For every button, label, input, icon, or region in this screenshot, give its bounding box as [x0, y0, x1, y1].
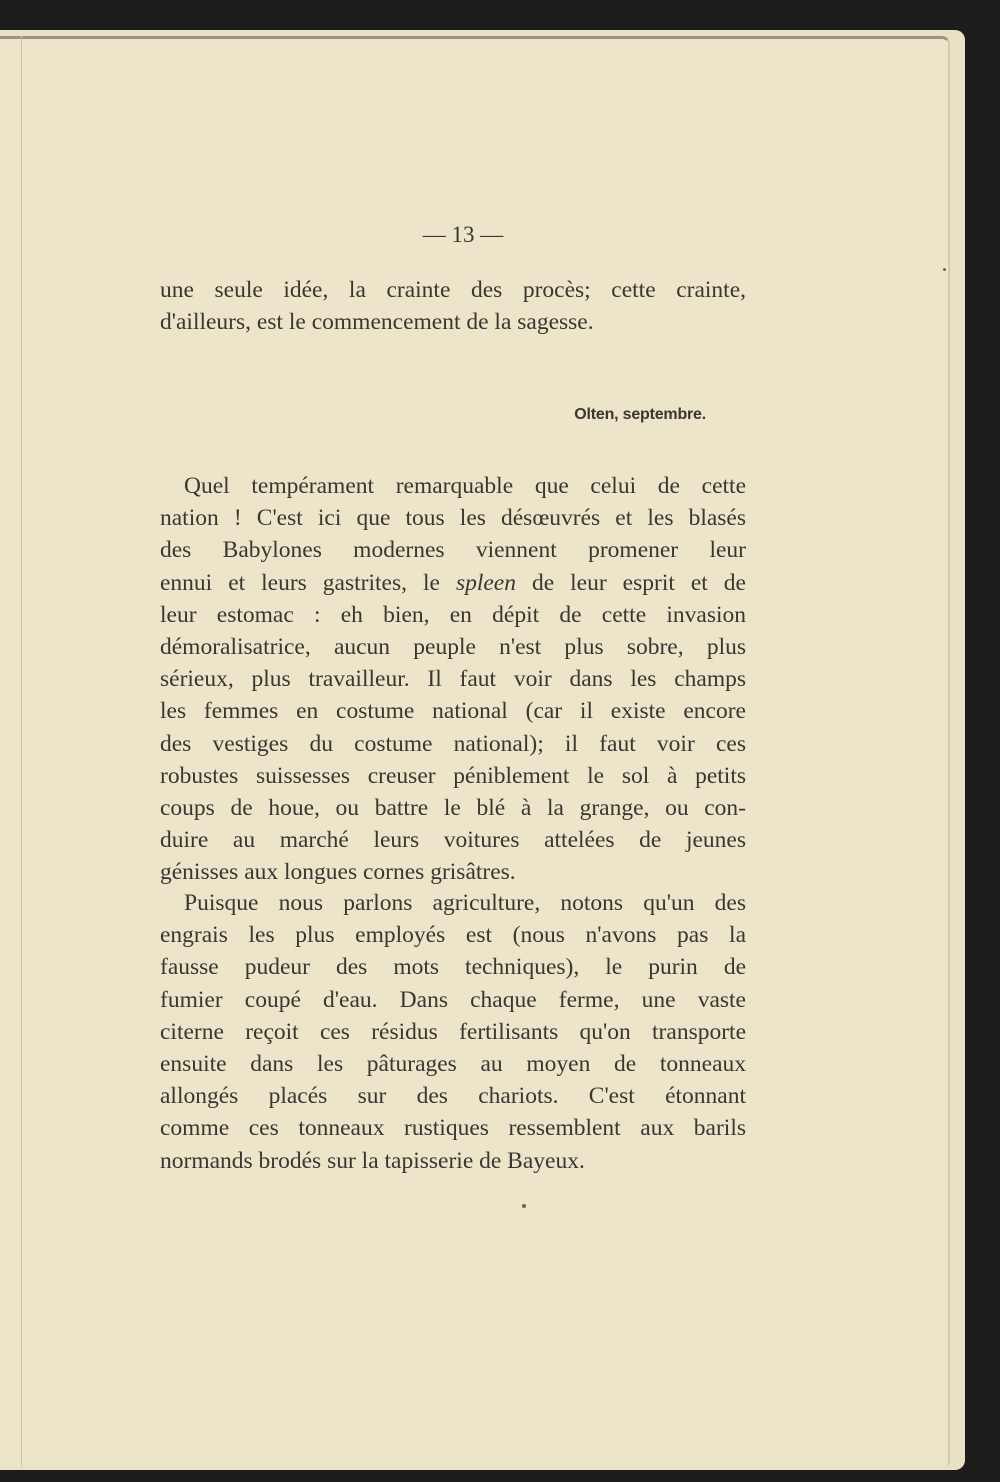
- text-line: comme ces tonneaux rustiques ressemblent aux barils: [160, 1115, 746, 1142]
- text-line: allongés placés sur des chariots. C'est étonnant: [160, 1083, 746, 1110]
- paragraph-1: [160, 470, 746, 889]
- text-segment: ennui et leurs gastrites, le: [160, 569, 456, 596]
- text-line: robustes suissesses creuser péniblement le sol à petits: [160, 762, 746, 789]
- text-line: fausse pudeur des mots techniques), le purin de: [160, 954, 746, 981]
- italic-word-spleen: spleen: [455, 569, 516, 596]
- dateline: Olten, septembre.: [574, 406, 706, 423]
- text-line: normands brodés sur la tapisserie de Bayeux.: [160, 1147, 585, 1174]
- text-line: leur estomac : eh bien, en dépit de cette invasion: [160, 601, 746, 628]
- paragraph-2: [160, 887, 746, 1177]
- text-line: des Babylones modernes viennent promener leur: [160, 537, 746, 564]
- text-line-with-italic: [160, 567, 746, 599]
- text-line: ensuite dans les pâturages au moyen de tonneaux: [160, 1051, 746, 1078]
- text-line: citerne reçoit ces résidus fertilisants qu'on transporte: [160, 1018, 746, 1045]
- ink-speck: [522, 1204, 526, 1208]
- ink-speck: [943, 268, 946, 271]
- text-line: une seule idée, la crainte des procès; cette crainte,: [160, 277, 746, 303]
- text-line: d'ailleurs, est le commencement de la sagesse.: [160, 309, 594, 336]
- text-segment: de leur esprit et de: [515, 569, 746, 596]
- text-line: fumier coupé d'eau. Dans chaque ferme, une vaste: [160, 986, 746, 1013]
- text-line: Quel tempérament remarquable que celui de cette: [184, 473, 746, 499]
- page-edge-line: [948, 40, 949, 1460]
- text-line: engrais les plus employés est (nous n'avons pas la: [160, 922, 746, 949]
- text-line: des vestiges du costume national); il faut voir ces: [160, 730, 746, 757]
- text-line: sérieux, plus travailleur. Il faut voir dans les champs: [160, 666, 746, 693]
- page-fold-line: [21, 36, 22, 1466]
- text-line: Puisque nous parlons agriculture, notons qu'un des: [184, 890, 746, 916]
- opening-paragraph: [160, 274, 746, 338]
- text-line: génisses aux longues cornes grisâtres.: [160, 859, 516, 886]
- text-line: démoralisatrice, aucun peuple n'est plus sobre, plus: [160, 634, 746, 661]
- text-line: coups de houe, ou battre le blé à la grange, ou con-: [160, 795, 746, 822]
- text-line: nation ! C'est ici que tous les désœuvrés et les blasés: [160, 505, 746, 532]
- text-line: les femmes en costume national (car il existe encore: [160, 698, 746, 725]
- text-line: duire au marché leurs voitures attelées de jeunes: [160, 827, 746, 854]
- page-number: — 13 —: [422, 222, 504, 247]
